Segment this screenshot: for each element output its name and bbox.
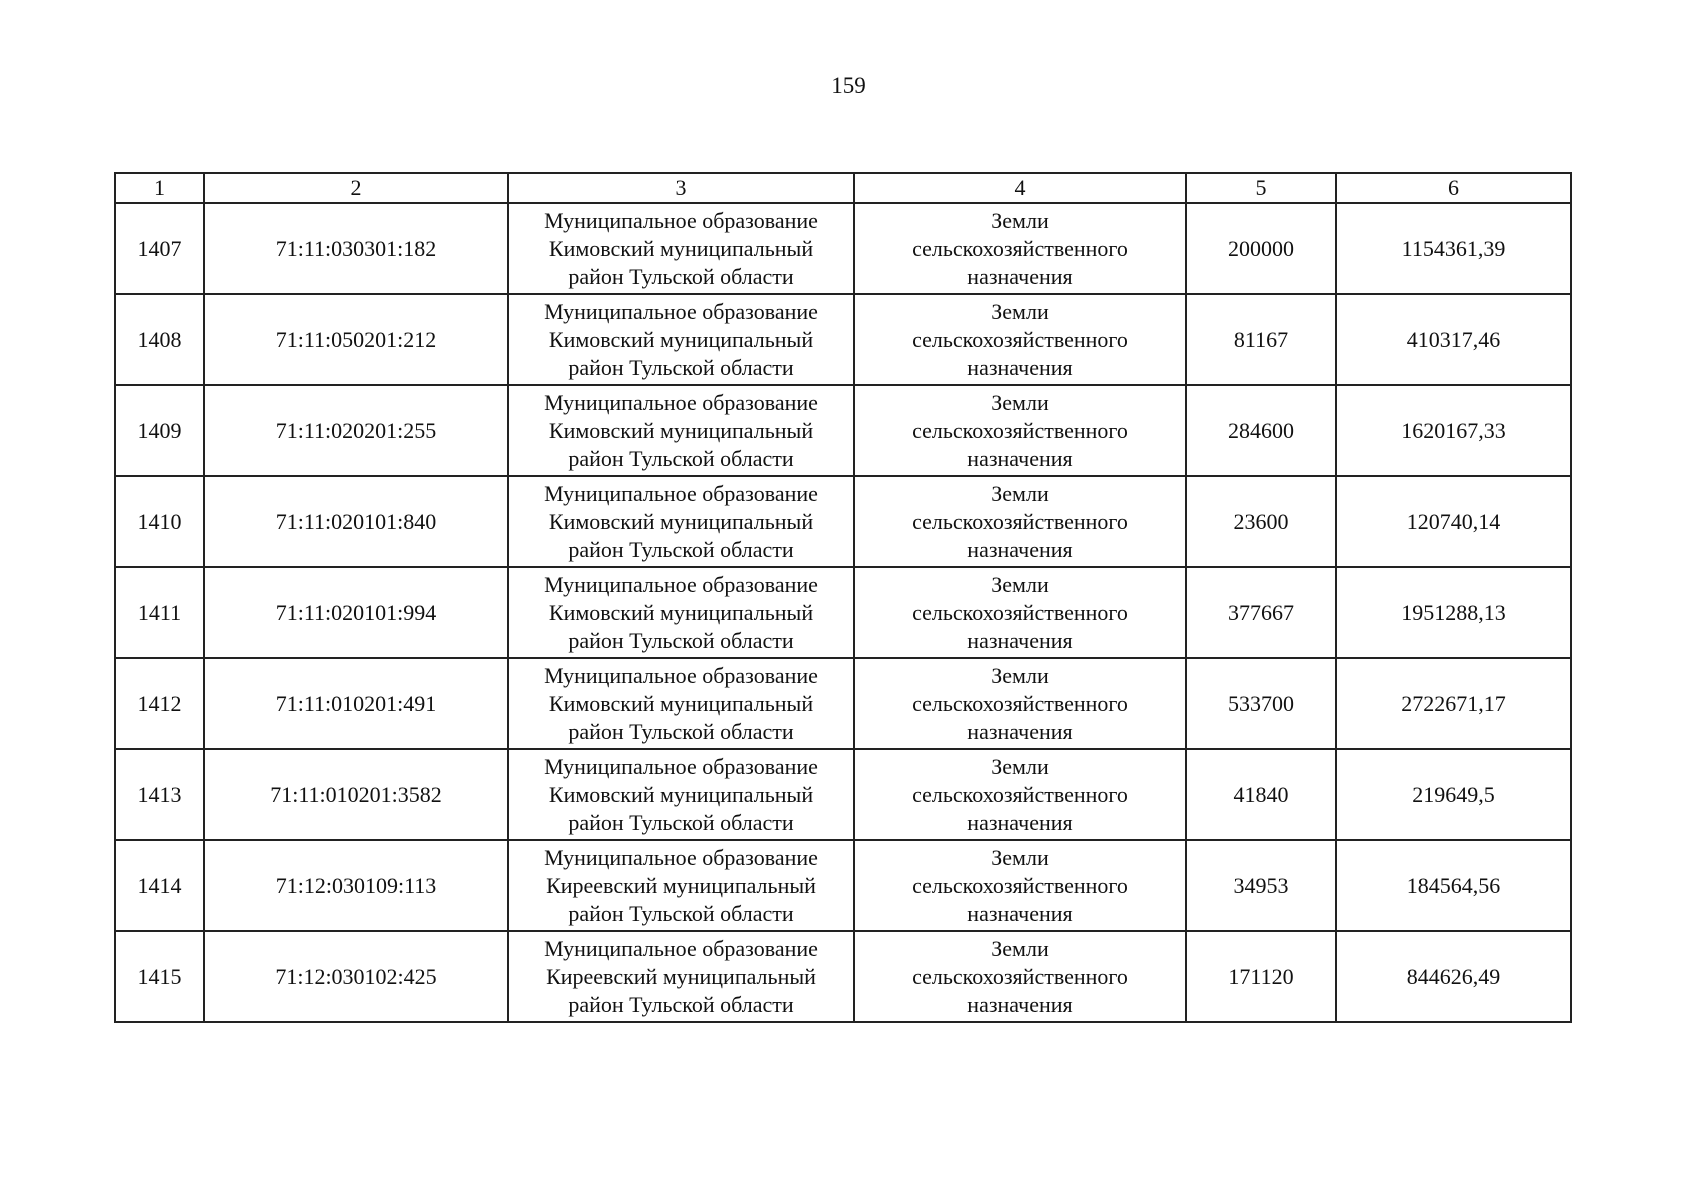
cadastral-number: 71:11:020201:255 [204, 385, 508, 476]
land-category-cell [854, 294, 1186, 385]
category-line: сельскохозяйственного [912, 963, 1128, 989]
owner-line: район Тульской области [568, 263, 794, 289]
owner-line: Кимовский муниципальный [548, 326, 814, 352]
column-header-5: 5 [1186, 173, 1336, 203]
category-line: сельскохозяйственного [912, 417, 1128, 443]
owner-line: Кимовский муниципальный [548, 690, 814, 716]
owner-line: район Тульской области [568, 354, 794, 380]
value-cell: 2722671,17 [1336, 658, 1571, 749]
owner-line: Муниципальное образование [544, 207, 818, 233]
category-line: Земли [991, 389, 1049, 415]
table-row [115, 476, 1571, 567]
owner-line: район Тульской области [568, 900, 794, 926]
land-category-cell [854, 658, 1186, 749]
category-line: Земли [991, 844, 1049, 870]
category-line: сельскохозяйственного [912, 599, 1128, 625]
area-cell: 41840 [1186, 749, 1336, 840]
owner-line: Муниципальное образование [544, 662, 818, 688]
category-line: Земли [991, 298, 1049, 324]
owner-cell [508, 294, 854, 385]
table-header-row [115, 173, 1571, 203]
area-cell: 200000 [1186, 203, 1336, 294]
cadastral-number: 71:11:010201:3582 [204, 749, 508, 840]
category-line: сельскохозяйственного [912, 326, 1128, 352]
owner-line: район Тульской области [568, 991, 794, 1017]
row-number: 1410 [115, 476, 204, 567]
column-header-4: 4 [854, 173, 1186, 203]
category-line: сельскохозяйственного [912, 872, 1128, 898]
owner-line: район Тульской области [568, 718, 794, 744]
value-cell: 120740,14 [1336, 476, 1571, 567]
column-header-6: 6 [1336, 173, 1571, 203]
owner-line: Кимовский муниципальный [548, 235, 814, 261]
row-number: 1408 [115, 294, 204, 385]
row-number: 1412 [115, 658, 204, 749]
area-cell: 23600 [1186, 476, 1336, 567]
table-row [115, 931, 1571, 1022]
land-category-cell [854, 203, 1186, 294]
area-cell: 284600 [1186, 385, 1336, 476]
category-line: назначения [967, 809, 1073, 835]
owner-line: Муниципальное образование [544, 844, 818, 870]
area-cell: 171120 [1186, 931, 1336, 1022]
area-cell: 81167 [1186, 294, 1336, 385]
row-number: 1415 [115, 931, 204, 1022]
value-cell: 219649,5 [1336, 749, 1571, 840]
area-cell: 34953 [1186, 840, 1336, 931]
owner-line: Киреевский муниципальный [546, 872, 816, 898]
owner-line: Муниципальное образование [544, 298, 818, 324]
owner-cell [508, 567, 854, 658]
category-line: назначения [967, 900, 1073, 926]
category-line: назначения [967, 263, 1073, 289]
category-line: сельскохозяйственного [912, 508, 1128, 534]
cadastral-number: 71:11:010201:491 [204, 658, 508, 749]
land-category-cell [854, 749, 1186, 840]
table-row [115, 294, 1571, 385]
owner-line: Кимовский муниципальный [548, 781, 814, 807]
land-category-cell [854, 385, 1186, 476]
owner-cell [508, 658, 854, 749]
owner-line: район Тульской области [568, 536, 794, 562]
cadastral-number: 71:12:030102:425 [204, 931, 508, 1022]
owner-line: Муниципальное образование [544, 480, 818, 506]
row-number: 1414 [115, 840, 204, 931]
category-line: назначения [967, 354, 1073, 380]
row-number: 1409 [115, 385, 204, 476]
owner-line: Муниципальное образование [544, 753, 818, 779]
table-row [115, 567, 1571, 658]
category-line: Земли [991, 480, 1049, 506]
category-line: назначения [967, 718, 1073, 744]
value-cell: 1154361,39 [1336, 203, 1571, 294]
owner-cell [508, 840, 854, 931]
land-category-cell [854, 840, 1186, 931]
category-line: назначения [967, 445, 1073, 471]
owner-line: Муниципальное образование [544, 935, 818, 961]
owner-line: Кимовский муниципальный [548, 508, 814, 534]
category-line: назначения [967, 627, 1073, 653]
category-line: сельскохозяйственного [912, 235, 1128, 261]
owner-cell [508, 385, 854, 476]
category-line: Земли [991, 571, 1049, 597]
owner-cell [508, 476, 854, 567]
column-header-1: 1 [115, 173, 204, 203]
category-line: Земли [991, 207, 1049, 233]
category-line: Земли [991, 935, 1049, 961]
table-row [115, 749, 1571, 840]
owner-line: Кимовский муниципальный [548, 599, 814, 625]
owner-cell [508, 931, 854, 1022]
land-category-cell [854, 567, 1186, 658]
land-plots-table [114, 172, 1572, 1023]
row-number: 1407 [115, 203, 204, 294]
category-line: сельскохозяйственного [912, 781, 1128, 807]
table-row [115, 385, 1571, 476]
owner-line: Киреевский муниципальный [546, 963, 816, 989]
category-line: назначения [967, 536, 1073, 562]
table-row [115, 840, 1571, 931]
column-header-3: 3 [508, 173, 854, 203]
value-cell: 184564,56 [1336, 840, 1571, 931]
owner-line: Муниципальное образование [544, 389, 818, 415]
owner-line: район Тульской области [568, 445, 794, 471]
owner-cell [508, 749, 854, 840]
value-cell: 1620167,33 [1336, 385, 1571, 476]
value-cell: 844626,49 [1336, 931, 1571, 1022]
row-number: 1413 [115, 749, 204, 840]
owner-line: район Тульской области [568, 809, 794, 835]
category-line: сельскохозяйственного [912, 690, 1128, 716]
owner-line: район Тульской области [568, 627, 794, 653]
land-category-cell [854, 931, 1186, 1022]
land-category-cell [854, 476, 1186, 567]
area-cell: 377667 [1186, 567, 1336, 658]
value-cell: 1951288,13 [1336, 567, 1571, 658]
cadastral-number: 71:11:030301:182 [204, 203, 508, 294]
cadastral-number: 71:12:030109:113 [204, 840, 508, 931]
category-line: Земли [991, 753, 1049, 779]
row-number: 1411 [115, 567, 204, 658]
owner-cell [508, 203, 854, 294]
owner-line: Кимовский муниципальный [548, 417, 814, 443]
cadastral-number: 71:11:050201:212 [204, 294, 508, 385]
cadastral-number: 71:11:020101:840 [204, 476, 508, 567]
category-line: назначения [967, 991, 1073, 1017]
table-row [115, 658, 1571, 749]
owner-line: Муниципальное образование [544, 571, 818, 597]
area-cell: 533700 [1186, 658, 1336, 749]
table-row [115, 203, 1571, 294]
value-cell: 410317,46 [1336, 294, 1571, 385]
category-line: Земли [991, 662, 1049, 688]
page-number: 159 [831, 73, 866, 98]
column-header-2: 2 [204, 173, 508, 203]
cadastral-number: 71:11:020101:994 [204, 567, 508, 658]
